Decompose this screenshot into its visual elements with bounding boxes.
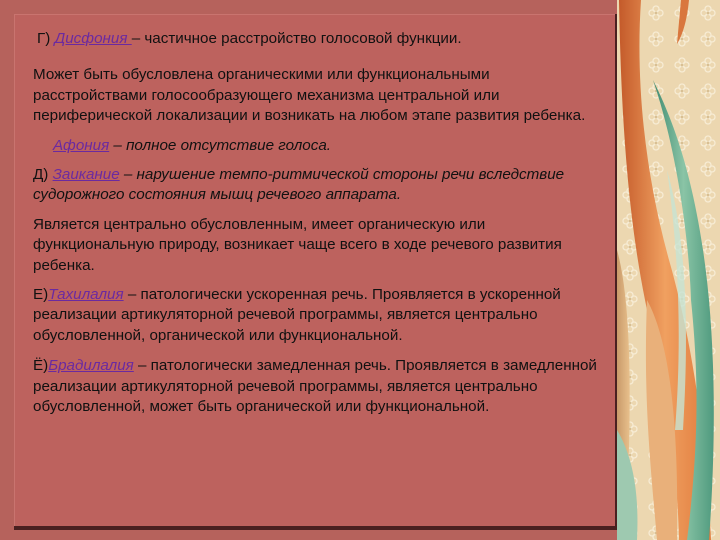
link-stuttering[interactable]: Заикание	[52, 166, 120, 184]
item-marker: Г)	[37, 30, 55, 47]
item-marker: Е)	[33, 286, 49, 304]
link-dysphonia[interactable]: Дисфония	[54, 30, 132, 47]
paragraph-stuttering-causes: Является центрально обусловленным, имеет органическую или функциональную природу, возникает чаще всего в ходе речевого развития ребенка.	[33, 215, 562, 274]
link-bradylalia[interactable]: Брадилалия	[48, 357, 134, 375]
slide-content	[33, 29, 608, 418]
paragraph-dysphonia	[37, 29, 608, 49]
definition-text: – патологически замедленная речь. Проявляется в замедленной реализации артикуляторной речевой программы, является центрально обусловленной, может быть органической или функциональной.	[33, 357, 597, 416]
paragraph-aphonia	[53, 136, 608, 156]
paragraph-tachylalia	[33, 285, 608, 346]
item-marker: Ё)	[33, 357, 49, 375]
definition-text: – полное отсутствие голоса.	[109, 136, 331, 154]
item-marker: Д)	[33, 166, 53, 184]
definition-text: – частичное расстройство голосовой функции.	[131, 30, 462, 47]
paragraph-bradylalia	[33, 356, 608, 417]
paragraph-stuttering	[33, 165, 608, 206]
link-tachylalia[interactable]: Тахилалия	[48, 286, 124, 304]
definition-text: – нарушение темпо-ритмической стороны речи вследствие судорожного состояния мышц речевого аппарата.	[33, 166, 565, 204]
flower-pattern-ribbon-decoration	[617, 0, 720, 540]
link-aphonia[interactable]: Афония	[53, 136, 110, 154]
paragraph-dysphonia-causes: Может быть обусловлена органическими или функциональными расстройствами голосообразующего механизма центральной или периферической локализации и возникать на любом этапе развития ребенка.	[33, 66, 586, 125]
definition-text: – патологически ускоренная речь. Проявляется в ускоренной реализации артикуляторной речевой программы, является центрально обусловленной, органической или функциональной.	[33, 286, 561, 344]
